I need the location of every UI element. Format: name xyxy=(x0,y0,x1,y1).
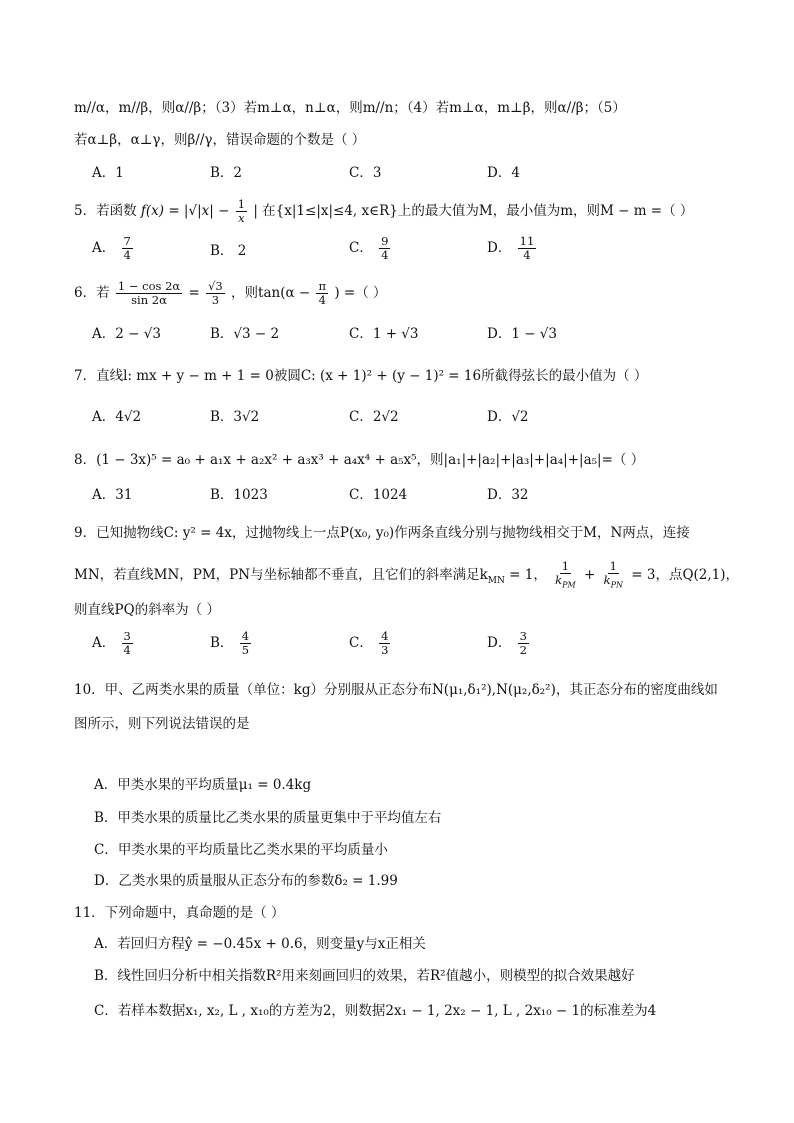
q9-option-a xyxy=(92,630,135,657)
q5-prefix: 5．若函数 xyxy=(74,203,137,219)
q6-frac3-den: 4 xyxy=(318,293,326,307)
q4-line2: 若α⊥β，α⊥γ，则β//γ，错误命题的个数是（ ） xyxy=(74,132,366,148)
q8-option-a: A．31 xyxy=(92,487,133,503)
q5-option-a xyxy=(92,235,135,262)
q9-option-b-num: 4 xyxy=(241,629,250,643)
q9-option-b xyxy=(210,630,253,657)
q5-option-b xyxy=(210,241,246,261)
q5-option-c-letter: C． xyxy=(349,240,373,256)
q5-option-c xyxy=(349,235,392,262)
q10-option-d: D．乙类水果的质量服从正态分布的参数δ₂ = 1.99 xyxy=(94,873,398,889)
q5-function: f(x) = |√|x| − xyxy=(140,203,230,219)
q8-option-b: B．1023 xyxy=(210,487,268,503)
q9-option-a-den: 4 xyxy=(123,643,131,657)
q8-option-c: C．1024 xyxy=(349,487,408,503)
q9-k1-den: k xyxy=(555,573,563,587)
q9-option-d-num: 3 xyxy=(519,629,527,643)
q9-k2-num: 1 xyxy=(609,559,617,573)
q5-stem xyxy=(74,198,693,225)
q5-option-c-den: 4 xyxy=(381,248,389,262)
q8-stem: 8．(1 − 3x)⁵ = a₀ + a₁x + a₂x² + a₃x³ + a₄x⁴ + a₅x⁵，则|a₁|+|a₂|+|a₃|+|a₄|+|a₅|=（ ） xyxy=(74,452,645,468)
q5-frac-den: x xyxy=(238,211,245,225)
q5-option-d-letter: D． xyxy=(487,240,512,256)
q9-option-b-den: 5 xyxy=(241,643,250,657)
q9-line1: 9．已知抛物线C: y² = 4x，过抛物线上一点P(x₀, y₀)作两条直线分别与抛物线相交于M，N两点，连接 xyxy=(74,525,690,541)
q9-option-c-den: 3 xyxy=(381,643,389,657)
q5-fraction xyxy=(236,198,247,225)
q9-line2-suffix: = 3，点Q(2,1)， xyxy=(631,567,740,584)
q9-option-c-num: 4 xyxy=(381,629,389,643)
q6-equals: = xyxy=(188,285,200,301)
q9-line3: 则直线PQ的斜率为（ ） xyxy=(74,602,220,618)
q9-option-d xyxy=(487,630,531,657)
q5-option-a-den: 4 xyxy=(123,248,131,262)
q6-frac2-den: 3 xyxy=(211,293,220,307)
q9-option-b-letter: B． xyxy=(210,635,234,651)
q7-option-c: C．2√2 xyxy=(349,409,399,425)
q7-option-a: A．4√2 xyxy=(92,409,142,425)
q10-option-c: C．甲类水果的平均质量比乙类水果的平均质量小 xyxy=(94,842,388,858)
q9-kmn-sub: MN xyxy=(487,575,505,586)
q4-line1: m//α，m//β，则α//β；（3）若m⊥α，n⊥α，则m//n；（4）若m⊥α，m⊥β，则α//β；（5） xyxy=(74,100,626,116)
q9-k1-num: 1 xyxy=(561,559,570,573)
q6-frac1-den: sin 2α xyxy=(131,293,167,307)
q9-option-c-letter: C． xyxy=(349,635,373,651)
q5-option-b-letter: B． xyxy=(210,243,234,259)
q10-option-a: A．甲类水果的平均质量μ₁ = 0.4kg xyxy=(94,777,312,793)
q5-frac-num: 1 xyxy=(237,197,246,211)
q11-option-b: B．线性回归分析中相关指数R²用来刻画回归的效果，若R²值越小，则模型的拟合效果越好 xyxy=(94,968,635,984)
q10-line2: 图所示，则下列说法错误的是 xyxy=(74,716,250,732)
q10-option-b: B．甲类水果的质量比乙类水果的质量更集中于平均值左右 xyxy=(94,810,442,826)
q9-option-d-den: 2 xyxy=(519,643,527,657)
q9-line2-prefix: MN，若直线MN，PM，PN与坐标轴都不垂直，且它们的斜率满足k xyxy=(74,567,488,584)
q6-prefix: 6．若 xyxy=(74,285,110,301)
q5-option-d xyxy=(487,235,538,262)
q6-stem xyxy=(74,278,387,308)
q9-option-a-letter: A． xyxy=(92,635,116,651)
q10-line1: 10．甲、乙两类水果的质量（单位：kg）分别服从正态分布N(μ₁,δ₁²),N(μ₂,δ₂²)，其正态分布的密度曲线如 xyxy=(74,682,718,698)
q9-option-c xyxy=(349,630,392,657)
q11-option-a: A．若回归方程ŷ = −0.45x + 0.6，则变量y与x正相关 xyxy=(94,936,426,952)
q7-option-d: D．√2 xyxy=(487,409,529,425)
q9-line2-mid: = 1， xyxy=(509,567,547,584)
q6-option-c: C．1 + √3 xyxy=(349,326,419,342)
q8-option-d: D．32 xyxy=(487,487,529,503)
q9-k1-sub: PM xyxy=(562,580,576,590)
q9-plus: + xyxy=(584,567,596,584)
q5-option-b-value: 2 xyxy=(237,243,247,259)
q5-option-c-num: 9 xyxy=(381,234,389,248)
q6-middle: ，则tan(α − xyxy=(231,285,311,301)
q5-option-d-num: 11 xyxy=(519,234,535,248)
q5-suffix: | 在{x|1≤|x|≤4, x∈R}上的最大值为M，最小值为m，则M − m =（ ） xyxy=(253,203,694,219)
q6-frac3-num: π xyxy=(318,279,327,293)
q9-k2-sub: PN xyxy=(610,580,623,590)
q6-frac2-num: √3 xyxy=(208,279,223,293)
q9-line2 xyxy=(74,560,739,596)
q9-k2-den: k xyxy=(603,573,611,587)
q4-option-c: C．3 xyxy=(349,165,382,181)
q6-suffix: ) =（ ） xyxy=(334,285,387,301)
q11-title: 11．下列命题中，真命题的是（ ） xyxy=(74,905,285,921)
q4-option-a: A．1 xyxy=(92,165,124,181)
q9-option-a-num: 3 xyxy=(123,629,131,643)
q4-option-d: D．4 xyxy=(487,165,520,181)
q6-option-d: D．1 − √3 xyxy=(487,326,557,342)
q6-option-b: B．√3 − 2 xyxy=(210,326,280,342)
q5-option-a-letter: A． xyxy=(92,240,116,256)
q7-option-b: B．3√2 xyxy=(210,409,260,425)
q6-option-a: A．2 − √3 xyxy=(92,326,161,342)
q4-option-b: B．2 xyxy=(210,165,243,181)
q5-option-a-num: 7 xyxy=(123,234,131,248)
q6-frac1-num: 1 − cos 2α xyxy=(117,279,181,293)
q5-option-d-den: 4 xyxy=(523,248,531,262)
q9-option-d-letter: D． xyxy=(487,635,512,651)
q7-stem: 7．直线l: mx + y − m + 1 = 0被圆C: (x + 1)² + (y − 1)² = 16所截得弦长的最小值为（ ） xyxy=(74,368,648,384)
q11-option-c: C．若样本数据x₁, x₂, L , x₁₀的方差为2，则数据2x₁ − 1, 2x₂ − 1, L , 2x₁₀ − 1的标准差为4 xyxy=(94,1003,657,1019)
